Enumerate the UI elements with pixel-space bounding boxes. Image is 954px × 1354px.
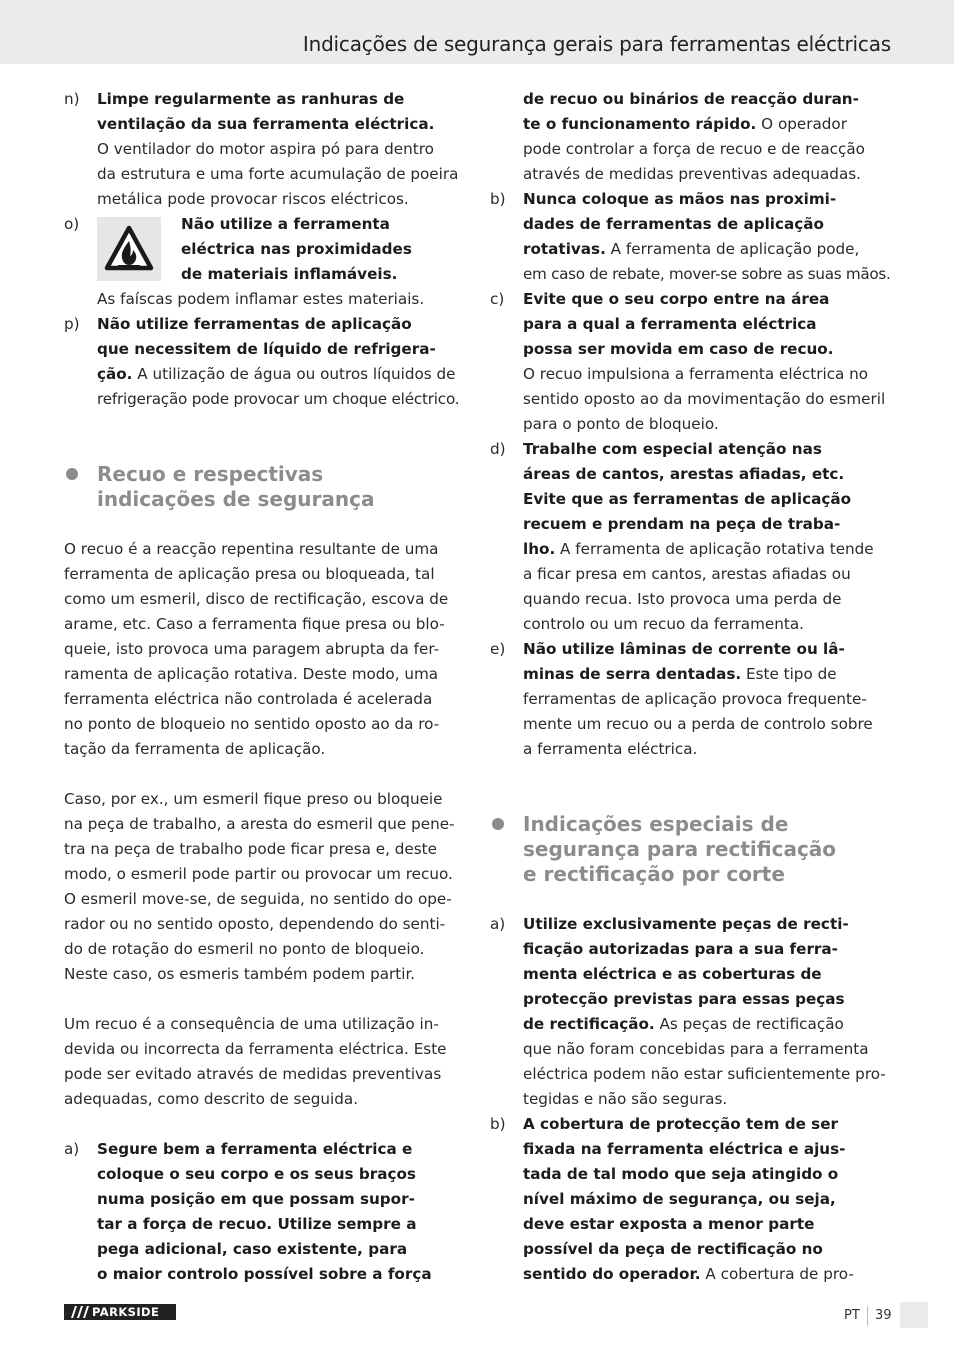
list-item-e: e) Não utilize lâminas de corrente ou lâ- minas de serra dentadas. Este tipo de ferramentas de aplicação provoca frequente- mente um recuo ou a perda de controlo sobre a ferramenta eléctrica. <box>490 637 892 762</box>
list-item-continued: de recuo ou binários de reacção duran- te o funcionamento rápido. O operador pode controlar a força de recuo e de reacção através de medidas preventivas adequadas. <box>523 90 865 183</box>
item-label: a) <box>490 915 506 933</box>
item-label: e) <box>490 640 506 658</box>
list-item-p: p) Não utilize ferramentas de aplicação que necessitem de líquido de refrigera- ção. A utilização de água ou outros líquidos de refrigeração pode provocar um choque eléctrico. <box>64 312 464 412</box>
paragraph: O recuo é a reacção repentina resultante de uma ferramenta de aplicação presa ou bloqueada, tal como um esmeril, disco de rectificação, escova de arame, etc. Caso a ferramenta fique presa ou blo- queie, isto provoca uma paragem abrupta da fer- ramenta de aplicação rotativa. Deste modo, uma ferramenta eléctrica não controlada é acelerada no ponto de bloqueio no sentido oposto ao da ro- tação da ferramenta de aplicação. <box>64 540 449 758</box>
list-item-b: b) A cobertura de protecção tem de ser fixada na ferramenta eléctrica e ajus- tada de tal modo que seja atingido o nível máximo de segurança, ou seja, deve estar exposta a menor parte possível da peça de rectificação no sentido do operador. A cobertura de pro- <box>490 1112 892 1287</box>
item-label: b) <box>490 1115 506 1133</box>
logo-stripes-icon <box>68 1304 90 1320</box>
bullet-icon <box>66 468 78 480</box>
list-item-c: c) Evite que o seu corpo entre na área para a qual a ferramenta eléctrica possa ser movida em caso de recuo. O recuo impulsiona a ferramenta eléctrica no sentido oposto ao da movimentação do esmeril para o ponto de bloqueio. <box>490 287 892 437</box>
list-item-o: o) Não utilize a ferramenta eléctrica nas proximidades de materiais inflamáveis. As faíscas podem inflamar estes materiais. <box>64 212 464 312</box>
brand-name: PARKSIDE <box>92 1305 160 1319</box>
paragraph: Caso, por ex., um esmeril fique preso ou bloqueie na peça de trabalho, a aresta do esmeril que pene- tra na peça de trabalho pode ficar presa e, deste modo, o esmeril pode partir ou provocar um recuo. O esmeril move-se, de seguida, no sentido do ope- rador ou no sentido oposto, dependendo do senti- do de rotação do esmeril no ponto de bloqueio. Neste caso, os esmeris também podem partir. <box>64 790 455 983</box>
page-title: Indicações de segurança gerais para ferramentas eléctricas <box>302 32 891 56</box>
brand-logo <box>64 1304 176 1320</box>
left-column <box>64 87 464 1287</box>
section-heading: Indicações especiais de segurança para rectificação e rectificação por corte <box>490 812 892 887</box>
paragraph: Um recuo é a consequência de uma utilização in- devida ou incorrecta da ferramenta eléctrica. Este pode ser evitado através de medidas preventivas adequadas, como descrito de seguida. <box>64 1015 447 1108</box>
page-number: 39 <box>875 1308 892 1323</box>
item-label: b) <box>490 190 506 208</box>
item-label: p) <box>64 315 80 333</box>
section-heading: Recuo e respectivas indicações de segurança <box>64 462 464 512</box>
language-code: PT <box>844 1308 860 1323</box>
list-item-a: a) Segure bem a ferramenta eléctrica e coloque o seu corpo e os seus braços numa posição em que possam supor- tar a força de recuo. Utilize sempre a pega adicional, caso existente, para o maior controlo possível sobre a força <box>64 1137 464 1287</box>
flammable-warning-icon <box>97 217 161 281</box>
bullet-icon <box>492 818 504 830</box>
footer-tab <box>900 1302 928 1328</box>
item-label: o) <box>64 215 80 233</box>
item-label: d) <box>490 440 506 458</box>
item-label: n) <box>64 90 80 108</box>
divider <box>867 1306 868 1326</box>
list-item-d: d) Trabalhe com especial atenção nas áreas de cantos, arestas afiadas, etc. Evite que as ferramentas de aplicação recuem e prendam na peça de traba- lho. A ferramenta de aplicação rotativa tende a ficar presa em cantos, arestas afiadas ou quando recua. Isto provoca uma perda de controlo ou um recuo da ferramenta. <box>490 437 892 637</box>
item-label: a) <box>64 1140 80 1158</box>
item-label: c) <box>490 290 505 308</box>
list-item-a: a) Utilize exclusivamente peças de recti- ficação autorizadas para a sua ferra- menta eléctrica e as coberturas de protecção previstas para essas peças de rectificação. As peças de rectificação que não foram concebidas para a ferramenta eléctrica podem não estar suficientemente pro- tegidas e não são seguras. <box>490 912 892 1112</box>
right-column <box>490 87 892 1287</box>
list-item-n: n) Limpe regularmente as ranhuras de ventilação da sua ferramenta eléctrica. O ventilador do motor aspira pó para dentro da estrutura e uma forte acumulação de poeira metálica pode provocar riscos eléctricos. <box>64 87 464 212</box>
list-item-b: b) Nunca coloque as mãos nas proximi- dades de ferramentas de aplicação rotativas. A ferramenta de aplicação pode, em caso de rebate, mover-se sobre as suas mãos. <box>490 187 892 287</box>
